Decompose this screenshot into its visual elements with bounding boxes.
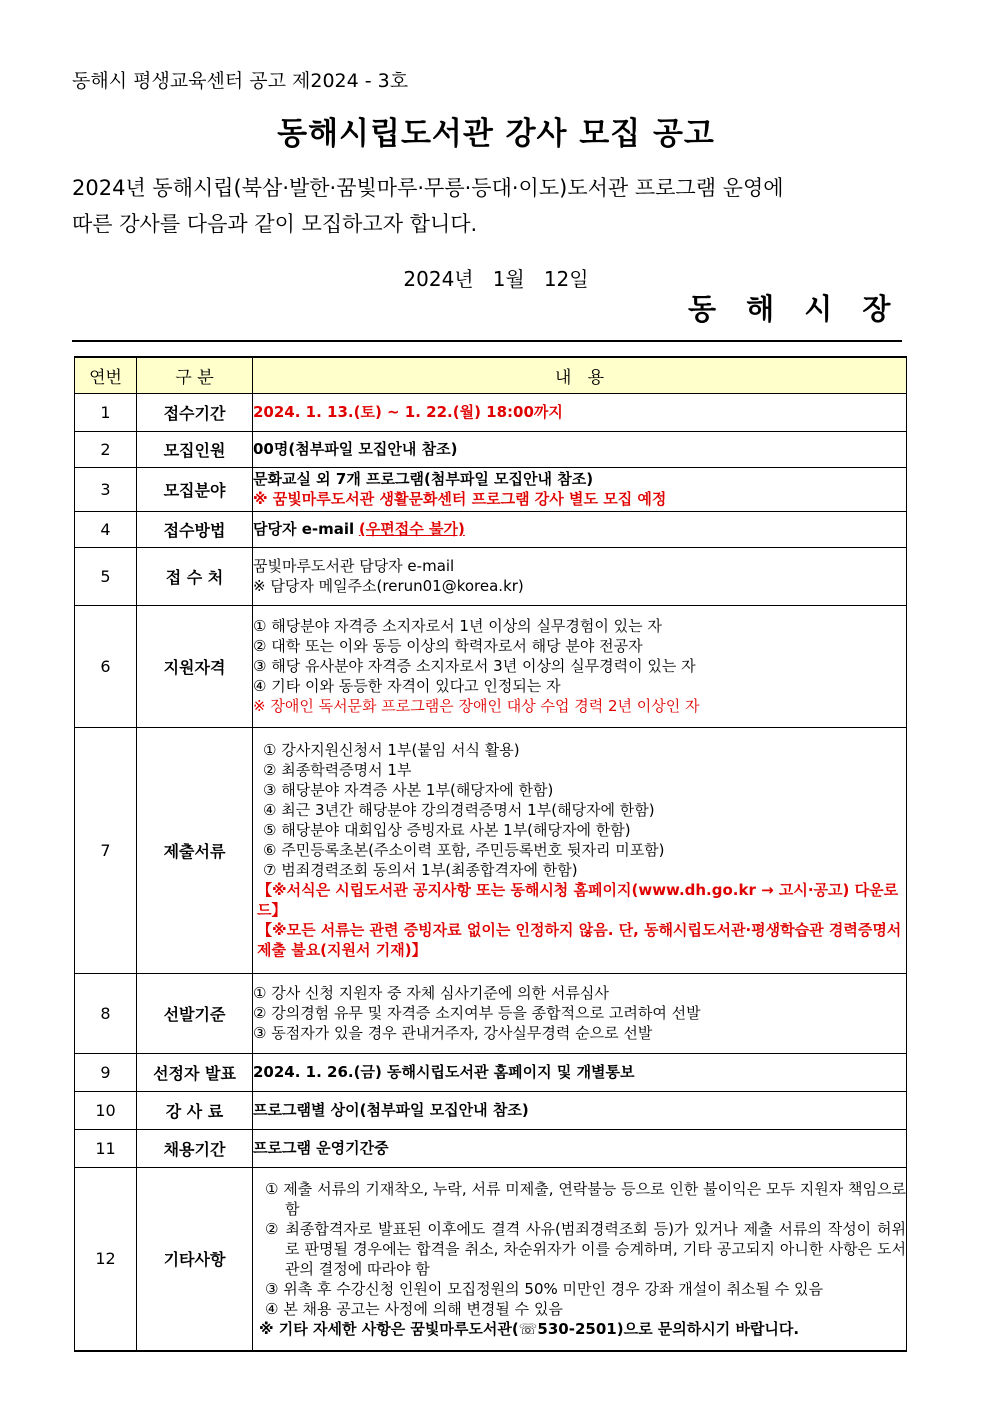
row-content: [253, 431, 907, 467]
announcement-date: 2024년 1월 12일: [403, 267, 589, 291]
row-number: 10: [75, 1091, 137, 1129]
row-category: 접수기간: [137, 393, 253, 431]
row-content: [253, 467, 907, 511]
content-line: ③ 해당분야 자격증 사본 1부(해당자에 한함): [263, 781, 554, 799]
row-content: [253, 1053, 907, 1091]
content-line: 00명(첨부파일 모집안내 참조): [253, 440, 458, 458]
row-category: 지원자격: [137, 605, 253, 727]
table-row: [75, 1167, 907, 1351]
table-row: [75, 1053, 907, 1091]
row-number: 11: [75, 1129, 137, 1167]
row-number: 5: [75, 547, 137, 605]
content-note: 【※서식은 시립도서관 공지사항 또는 동해시청 홈페이지(www.dh.go.kr → 고시·공고) 다운로드】: [257, 881, 899, 919]
content-line: ※ 담당자 메일주소(rerun01@korea.kr): [253, 577, 524, 595]
content-note: (우편접수 불가): [358, 520, 465, 538]
row-content: [253, 1167, 907, 1351]
row-number: 3: [75, 467, 137, 511]
content-line: ③ 위촉 후 수강신청 인원이 모집정원의 50% 미만인 경우 강좌 개설이 취소될 수 있음: [265, 1279, 823, 1298]
content-line: ② 대학 또는 이와 동등 이상의 학력자로서 해당 분야 전공자: [253, 637, 643, 655]
row-category: 선발기준: [137, 973, 253, 1053]
row-content: [253, 511, 907, 547]
content-line: ③ 동점자가 있을 경우 관내거주자, 강사실무경력 순으로 선발: [253, 1024, 653, 1042]
row-number: 2: [75, 431, 137, 467]
content-line: ※ 꿈빛마루도서관 생활문화센터 프로그램 강사 별도 모집 예정: [253, 490, 667, 508]
content-line: ※ 장애인 독서문화 프로그램은 장애인 대상 수업 경력 2년 이상인 자: [253, 697, 700, 715]
content-line: ④ 기타 이와 동등한 자격이 있다고 인정되는 자: [253, 677, 561, 695]
content-line: 담당자 e-mail: [253, 520, 355, 538]
row-number: 7: [75, 727, 137, 973]
row-category: 접수방법: [137, 511, 253, 547]
content-line: 2024. 1. 26.(금) 동해시립도서관 홈페이지 및 개별통보: [253, 1063, 635, 1081]
issuer-name: 동 해 시 장: [688, 292, 901, 326]
table-row: [75, 605, 907, 727]
row-number: 4: [75, 511, 137, 547]
row-category: 모집인원: [137, 431, 253, 467]
content-line: ⑦ 범죄경력조회 동의서 1부(최종합격자에 한함): [263, 861, 578, 879]
header-cell-number: 연번: [75, 357, 137, 393]
row-number: 9: [75, 1053, 137, 1091]
content-line: ① 강사지원신청서 1부(붙임 서식 활용): [263, 741, 520, 759]
content-line: 꿈빛마루도서관 담당자 e-mail: [253, 557, 455, 575]
row-number: 6: [75, 605, 137, 727]
row-category: 채용기간: [137, 1129, 253, 1167]
content-note: ※ 기타 자세한 사항은 꿈빛마루도서관(☏530-2501)으로 문의하시기 바랍니다.: [259, 1319, 800, 1338]
content-line: ③ 해당 유사분야 자격증 소지자로서 3년 이상의 실무경력이 있는 자: [253, 657, 696, 675]
table-row: [75, 727, 907, 973]
row-number: 1: [75, 393, 137, 431]
content-line: ② 강의경험 유무 및 자격증 소지여부 등을 종합적으로 고려하여 선발: [253, 1004, 701, 1022]
content-line: ① 제출 서류의 기재착오, 누락, 서류 미제출, 연락불능 등으로 인한 불이익은 모두 지원자 책임으로 함: [265, 1179, 906, 1218]
intro-line: 2024년 동해시립(북삼·발한·꿈빛마루·무릉·등대·이도)도서관 프로그램 운영에: [72, 176, 784, 200]
content-line: ② 최종학력증명서 1부: [263, 761, 412, 779]
content-line: ④ 본 채용 공고는 사정에 의해 변경될 수 있음: [265, 1299, 563, 1318]
content-line: ② 최종합격자로 발표된 이후에도 결격 사유(범죄경력조회 등)가 있거나 제출 서류의 작성이 허위로 판명될 경우에는 합격을 취소, 차순위자가 이를 승계하며, 기타 공고되지 아니한 사항은 도서관의 결정에 따라야 함: [265, 1219, 906, 1278]
table-row: [75, 1091, 907, 1129]
row-content: [253, 393, 907, 431]
content-line: 프로그램 운영기간중: [253, 1139, 389, 1157]
content-line: ⑥ 주민등록초본(주소이력 포함, 주민등록번호 뒷자리 미포함): [263, 841, 665, 859]
table-row: [75, 973, 907, 1053]
row-category: 선정자 발표: [137, 1053, 253, 1091]
content-line: ① 강사 신청 지원자 중 자체 심사기준에 의한 서류심사: [253, 984, 609, 1002]
document-title: 동해시립도서관 강사 모집 공고: [277, 116, 715, 152]
row-content: [253, 605, 907, 727]
table-row: [75, 431, 907, 467]
header-cell-content: 내 용: [253, 357, 907, 393]
row-category: 모집분야: [137, 467, 253, 511]
row-number: 12: [75, 1167, 137, 1351]
row-category: 제출서류: [137, 727, 253, 973]
intro-line: 따른 강사를 다음과 같이 모집하고자 합니다.: [72, 212, 478, 236]
row-category: 강 사 료: [137, 1091, 253, 1129]
row-content: [253, 1129, 907, 1167]
intro-paragraph: [72, 170, 922, 242]
content-line: 프로그램별 상이(첨부파일 모집안내 참조): [253, 1101, 529, 1119]
row-content: [253, 1091, 907, 1129]
table-row: [75, 467, 907, 511]
content-line: ④ 최근 3년간 해당분야 강의경력증명서 1부(해당자에 한함): [263, 801, 655, 819]
row-number: 8: [75, 973, 137, 1053]
content-line: ⑤ 해당분야 대회입상 증빙자료 사본 1부(해당자에 한함): [263, 821, 631, 839]
table-row: [75, 393, 907, 431]
row-category: 접 수 처: [137, 547, 253, 605]
table-row: [75, 1129, 907, 1167]
header-cell-category: 구 분: [137, 357, 253, 393]
content-line: ① 해당분야 자격증 소지자로서 1년 이상의 실무경험이 있는 자: [253, 617, 662, 635]
notice-number: 동해시 평생교육센터 공고 제2024 - 3호: [72, 70, 409, 92]
table-row: [75, 547, 907, 605]
table-row: [75, 511, 907, 547]
table-header-row: [75, 357, 907, 393]
row-content: [253, 727, 907, 973]
row-category: 기타사항: [137, 1167, 253, 1351]
row-content: [253, 547, 907, 605]
content-line: 2024. 1. 13.(토) ~ 1. 22.(월) 18:00까지: [253, 403, 563, 421]
notice-table: [74, 356, 907, 1352]
content-line: 문화교실 외 7개 프로그램(첨부파일 모집안내 참조): [253, 470, 594, 488]
content-note: 【※모든 서류는 관련 증빙자료 없이는 인정하지 않음. 단, 동해시립도서관·평생학습관 경력증명서 제출 불요(지원서 기재)】: [257, 921, 902, 959]
row-content: [253, 973, 907, 1053]
divider: [72, 340, 902, 342]
